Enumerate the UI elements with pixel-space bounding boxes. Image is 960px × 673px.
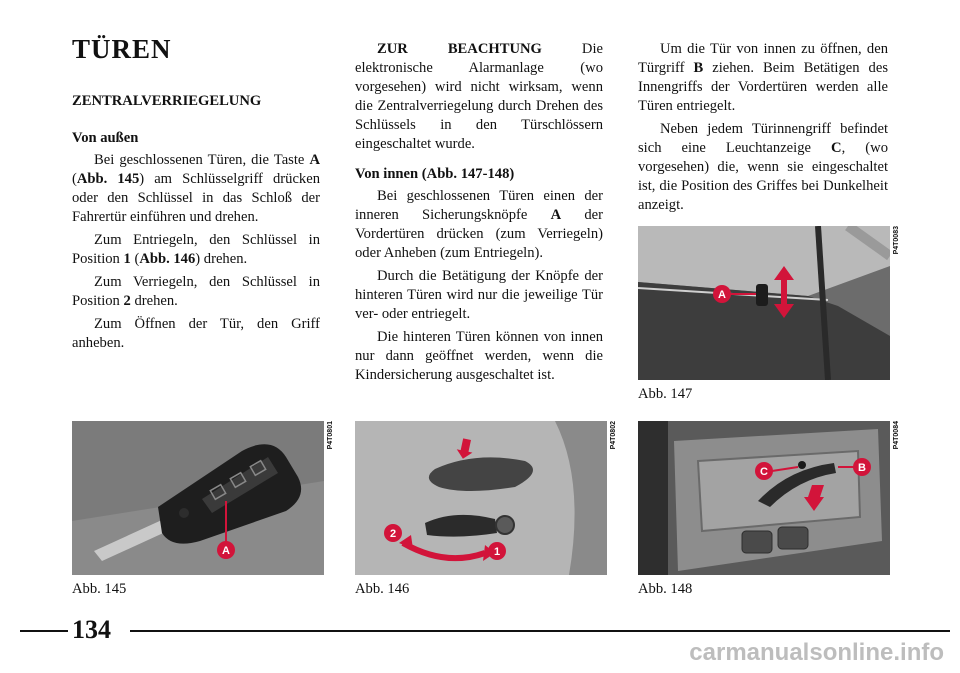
footer-rule-right [130,630,950,632]
svg-text:B: B [858,462,866,474]
figure-code-145: P4T0801 [327,421,334,450]
note-paragraph: ZUR BEACHTUNG Die elektronische Alarmanlage (wo vorgesehen) wird nicht wirksam, wenn die Zentralverriegelung durch Drehen des Schlüssels in den Türschlössern eingeschaltet wurde. [355,41,603,152]
figure-146-door-lock-key [355,421,607,575]
svg-text:A: A [718,289,726,301]
note-label: ZUR BEACHTUNG [377,41,542,57]
svg-text:1: 1 [493,546,501,558]
lock-knob [756,284,768,306]
figure-148-inner-door-handle [638,421,890,575]
lock-cylinder [496,516,514,534]
figure-code-146: P4T0802 [610,421,617,450]
light-indicator [798,461,806,469]
footer-rule-left [20,630,68,632]
svg-text:C: C [760,466,768,478]
paragraph-4: Zum Öffnen der Tür, den Griff anheben. [72,316,320,351]
paragraph-1: Bei geschlossenen Türen, die Taste A (Abb. 145) am Schlüsselgriff drücken oder den Schlüssel in das Schloß der Fahrertür einführen und drehen. [72,152,320,225]
paragraph-2: Zum Entriegeln, den Schlüssel in Position 1 (Abb. 146) drehen. [72,232,320,267]
figure-147-door-lock-button [638,226,890,380]
page-title: TÜREN [72,34,172,64]
section-heading: ZENTRALVERRIEGELUNG [72,93,262,109]
figure-145-key-fob [72,421,324,575]
paragraph-3: Zum Verriegeln, den Schlüssel in Position 2 drehen. [72,274,320,309]
column-2 [355,40,603,385]
paragraph-1: Um die Tür von innen zu öffnen, den Türgriff B ziehen. Beim Betätigen des Innengriffs der Vordertüren werden alle Türen entriegelt. [638,41,889,114]
paragraph-1: Bei geschlossenen Türen einen der inneren Sicherungsknöpfe A der Vordertüren drücken (zum Verriegeln) oder Anheben (zum Entriegeln). [355,188,603,261]
subheading-von-innen: Von innen (Abb. 147-148) [355,166,515,182]
key-button [179,508,189,518]
caption-147: Abb. 147 [638,386,693,402]
paragraph-3: Die hinteren Türen können von innen nur dann geöffnet werden, wenn die Kindersicherung ausgeschaltet ist. [355,329,603,383]
caption-148: Abb. 148 [638,581,693,597]
svg-text:2: 2 [389,528,397,540]
figure-code-148: P4T0084 [893,421,900,450]
caption-145: Abb. 145 [72,581,127,597]
figure-code-147: P4T0083 [893,226,900,255]
svg-text:A: A [222,545,230,557]
column-3 [638,40,888,215]
watermark: carmanualsonline.info [689,639,944,666]
subheading-von-aussen: Von außen [72,130,139,146]
page-number: 134 [72,615,111,644]
caption-146: Abb. 146 [355,581,410,597]
column-1 [72,92,320,353]
paragraph-2: Durch die Betätigung der Knöpfe der hinteren Türen wird nur die jeweilige Tür ver- oder entriegelt. [355,268,603,322]
paragraph-2: Neben jedem Türinnengriff befindet sich eine Leuchtanzeige C, (wo vorgesehen) die, wenn sie eingeschaltet ist, die Position des Griffes bei Dunkelheit anzeigt. [638,121,888,213]
